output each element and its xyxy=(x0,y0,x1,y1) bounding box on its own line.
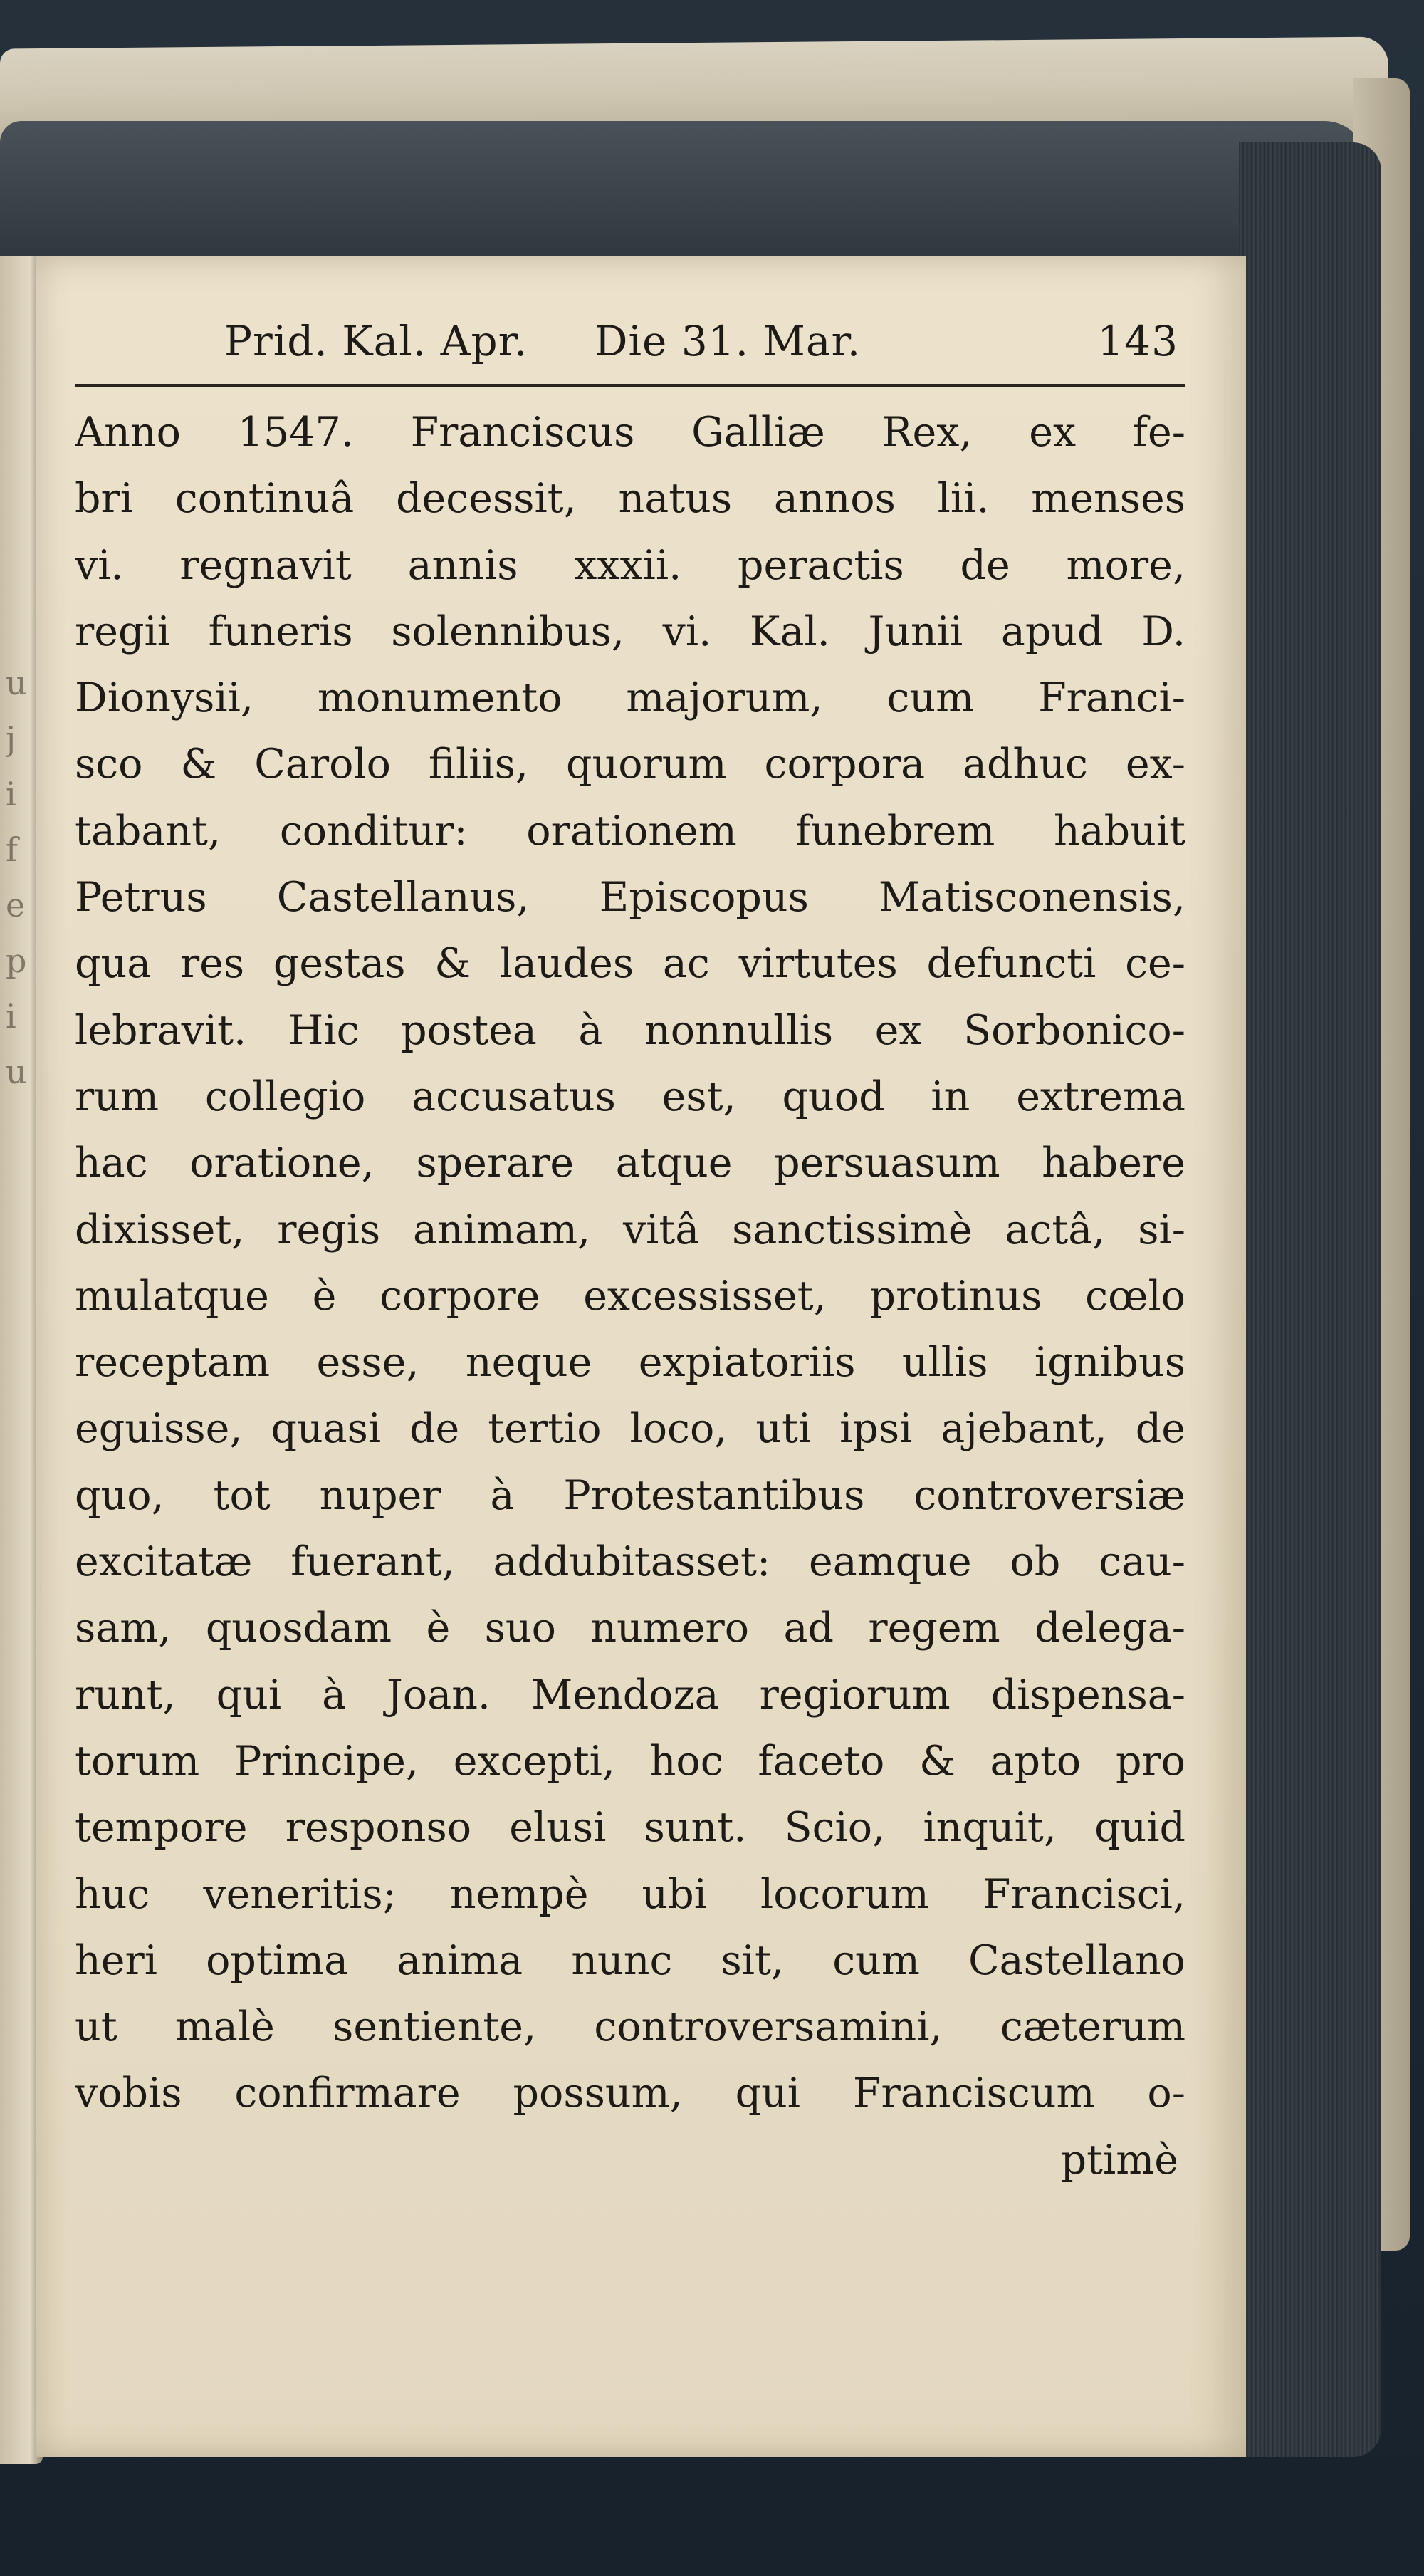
facing-page-text-fragment: u j i f e p i u xyxy=(6,664,27,1091)
text-line: quo, tot nuper à Protestantibus controversiæ xyxy=(75,1471,1185,1519)
text-line: tempore responso elusi sunt. Scio, inquit, quid xyxy=(75,1804,1185,1852)
book-top-shadow xyxy=(0,121,1367,264)
text-line: lebravit. Hic postea à nonnullis ex Sorbonico- xyxy=(75,1006,1185,1054)
text-line: receptam esse, neque expiatoriis ullis ignibus xyxy=(75,1339,1185,1387)
running-head-day: Die 31. Mar. xyxy=(595,317,862,365)
page-number: 143 xyxy=(1097,317,1178,365)
text-line: vi. regnavit annis xxxii. peractis de more, xyxy=(75,541,1185,589)
text-line: excitatæ fuerant, addubitasset: eamque ob cau- xyxy=(75,1538,1185,1586)
text-line: tabant, conditur: orationem funebrem habuit xyxy=(75,807,1185,855)
text-line: bri continuâ decessit, natus annos lii. menses xyxy=(75,475,1185,523)
text-line: rum collegio accusatus est, quod in extrema xyxy=(75,1073,1185,1120)
text-line: huc veneritis; nempè ubi locorum Francisci, xyxy=(75,1870,1185,1918)
book-page xyxy=(36,256,1246,2457)
text-line: vobis confirmare possum, qui Franciscum o- xyxy=(75,2070,1185,2117)
body-text xyxy=(75,400,1185,2127)
text-line: qua res gestas & laudes ac virtutes defuncti ce- xyxy=(75,940,1185,988)
book-fore-edge xyxy=(1239,142,1381,2457)
text-line: runt, qui à Joan. Mendoza regiorum dispensa- xyxy=(75,1671,1185,1719)
text-line: mulatque è corpore excessisset, protinus cœlo xyxy=(75,1272,1185,1320)
text-line: Anno 1547. Franciscus Galliæ Rex, ex fe- xyxy=(75,409,1185,456)
header-rule xyxy=(75,384,1185,387)
text-line: torum Principe, excepti, hoc faceto & apto pro xyxy=(75,1737,1185,1785)
text-line: ut malè sentiente, controversamini, cæterum xyxy=(75,2003,1185,2051)
text-line: eguisse, quasi de tertio loco, uti ipsi ajebant, de xyxy=(75,1405,1185,1453)
text-line: sam, quosdam è suo numero ad regem delega- xyxy=(75,1605,1185,1652)
running-head-date: Prid. Kal. Apr. xyxy=(224,317,528,365)
page-content xyxy=(75,317,1185,2194)
catchword: ptimè xyxy=(1060,2136,1178,2184)
text-line: Petrus Castellanus, Episcopus Matisconensis, xyxy=(75,874,1185,922)
text-line: dixisset, regis animam, vitâ sanctissimè actâ, si- xyxy=(75,1206,1185,1253)
text-line: heri optima anima nunc sit, cum Castellano xyxy=(75,1936,1185,1984)
text-line: Dionysii, monumento majorum, cum Franci- xyxy=(75,674,1185,722)
text-line: sco & Carolo filiis, quorum corpora adhuc ex- xyxy=(75,741,1185,788)
text-line: regii funeris solennibus, vi. Kal. Junii apud D. xyxy=(75,608,1185,655)
running-head xyxy=(75,317,1185,378)
text-line: hac oratione, sperare atque persuasum habere xyxy=(75,1140,1185,1187)
